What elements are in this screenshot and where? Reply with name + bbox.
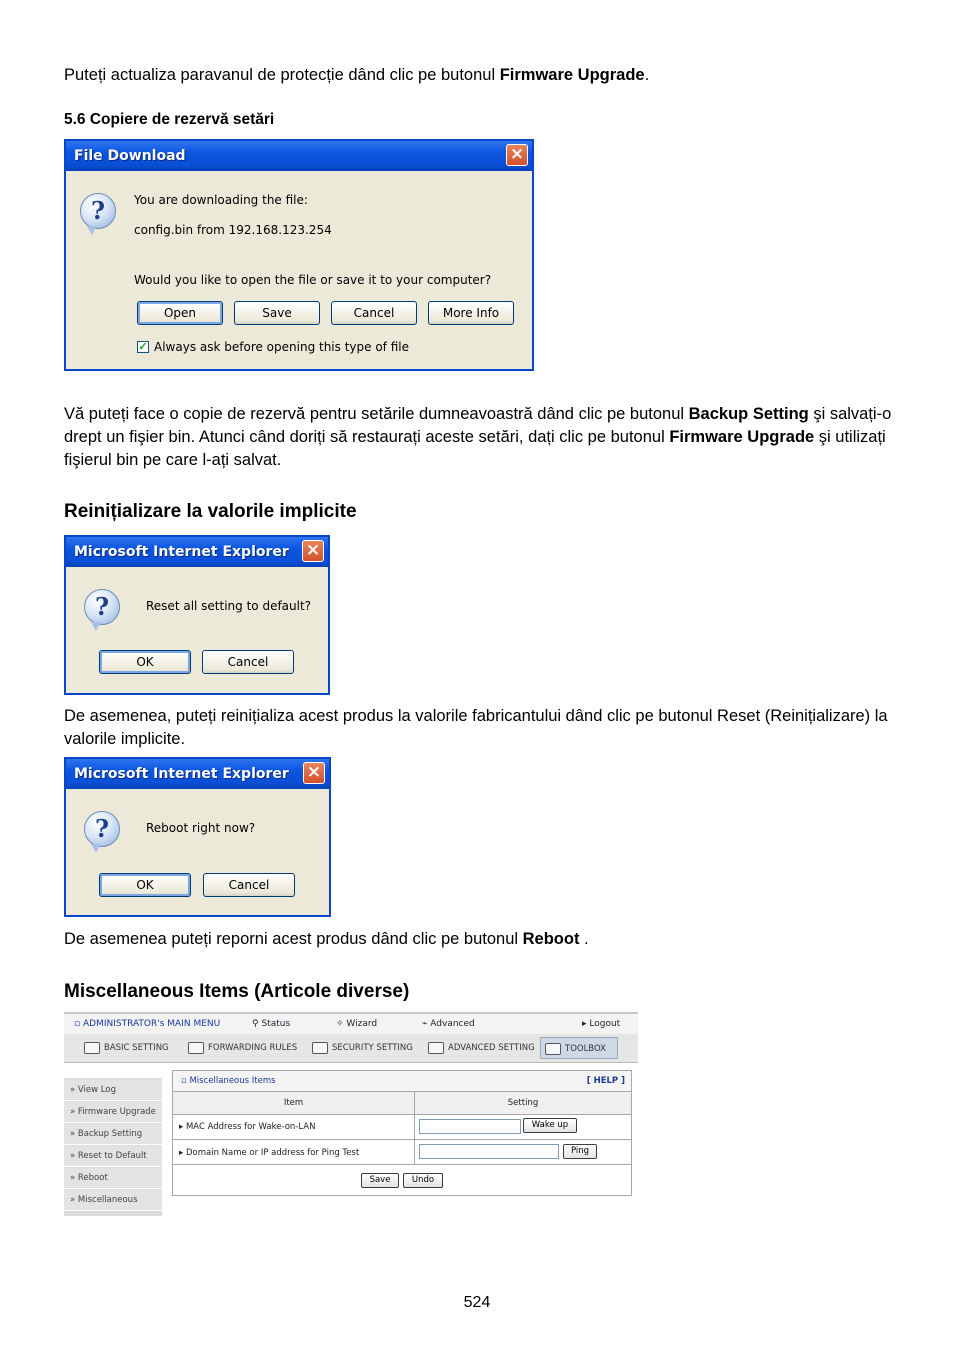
reboot-confirm-dialog xyxy=(64,757,331,917)
row-label: ▸ MAC Address for Wake-on-LAN xyxy=(179,1122,316,1132)
sidebar xyxy=(64,1078,162,1216)
dialog-question: Would you like to open the file or save it to your computer? xyxy=(134,273,492,287)
reset-confirm-dialog xyxy=(64,535,330,695)
main-menu-link[interactable]: ▫ ADMINISTRATOR's MAIN MENU xyxy=(74,1019,221,1029)
table-row xyxy=(173,1115,631,1140)
row-label: ▸ Domain Name or IP address for Ping Test xyxy=(179,1148,360,1158)
tab-forwarding-rules[interactable]: FORWARDING RULES xyxy=(184,1037,297,1059)
sidebar-item-reboot[interactable]: » Reboot xyxy=(64,1168,162,1189)
top-menu-bar xyxy=(64,1012,638,1034)
always-ask-label: Always ask before opening this type of file xyxy=(154,340,409,354)
panel-header xyxy=(173,1071,631,1092)
wake-up-button[interactable]: Wake up xyxy=(523,1118,577,1133)
reboot-paragraph: De asemenea puteți reporni acest produs dând clic pe butonul Reboot . xyxy=(64,930,589,948)
tab-toolbox[interactable]: TOOLBOX xyxy=(540,1037,618,1059)
dialog-message: Reset all setting to default? xyxy=(146,599,312,613)
table-row xyxy=(173,1140,631,1165)
tab-bar xyxy=(64,1034,638,1063)
ok-button[interactable]: OK xyxy=(99,650,191,674)
cancel-button[interactable]: Cancel xyxy=(202,650,294,674)
undo-button[interactable]: Undo xyxy=(403,1173,443,1188)
panel-title: ▫ Miscellaneous Items xyxy=(181,1076,276,1086)
sidebar-item-view-log[interactable]: » View Log xyxy=(64,1080,162,1101)
advanced-link[interactable]: ⌁ Advanced xyxy=(422,1019,475,1029)
cancel-button[interactable]: Cancel xyxy=(331,301,417,325)
security-icon xyxy=(312,1042,328,1054)
close-icon[interactable]: × xyxy=(506,144,528,166)
backup-paragraph: Vă puteți face o copie de rezervă pentru setările dumneavoastră dând clic pe butonul Backup Setting şi salvați-o drept un fişier bin. Atunci când doriți să restaurați aceste setări, dați clic pe butonul Firmware Upgrade şi utilizați fişierul bin pe care l-ați salvat. xyxy=(64,405,892,469)
wizard-link[interactable]: ✧ Wizard xyxy=(336,1019,378,1029)
tab-advanced-setting[interactable]: ADVANCED SETTING xyxy=(424,1037,535,1059)
logout-link[interactable]: ▸ Logout xyxy=(582,1019,621,1029)
dialog-line: You are downloading the file: xyxy=(134,193,308,207)
dialog-filename: config.bin from 192.168.123.254 xyxy=(134,223,332,237)
close-icon[interactable]: × xyxy=(302,540,324,562)
section-title-backup: 5.6 Copiere de rezervă setări xyxy=(64,111,275,128)
page-number: 524 xyxy=(463,1294,491,1311)
column-header-item: Item xyxy=(283,1098,304,1108)
question-icon: ? xyxy=(80,193,116,229)
save-button[interactable]: Save xyxy=(234,301,320,325)
dialog-title: File Download xyxy=(66,141,532,171)
misc-items-panel xyxy=(172,1070,632,1196)
dialog-title: Microsoft Internet Explorer xyxy=(66,537,328,567)
file-download-dialog xyxy=(64,139,534,371)
question-icon: ? xyxy=(84,589,120,625)
tab-basic-setting[interactable]: BASIC SETTING xyxy=(80,1037,169,1059)
table-header xyxy=(173,1092,631,1115)
mac-address-input[interactable] xyxy=(419,1119,521,1134)
sidebar-item-reset-to-default[interactable]: » Reset to Default xyxy=(64,1146,162,1167)
sidebar-item-backup-setting[interactable]: » Backup Setting xyxy=(64,1124,162,1145)
question-icon: ? xyxy=(84,811,120,847)
more-info-button[interactable]: More Info xyxy=(428,301,514,325)
help-link[interactable]: [ HELP ] xyxy=(586,1076,625,1086)
cancel-button[interactable]: Cancel xyxy=(203,873,295,897)
reset-paragraph: De asemenea, puteți reinițializa acest produs la valorile fabricantului dând clic pe butonul Reset (Reinițializare) la valorile implicite. xyxy=(64,707,888,748)
save-button[interactable]: Save xyxy=(361,1173,399,1188)
forwarding-icon xyxy=(188,1042,204,1054)
dialog-title: Microsoft Internet Explorer xyxy=(66,759,329,789)
toolbox-icon xyxy=(545,1043,561,1055)
dialog-message: Reboot right now? xyxy=(146,821,256,835)
basic-setting-icon xyxy=(84,1042,100,1054)
sidebar-item-firmware-upgrade[interactable]: » Firmware Upgrade xyxy=(64,1102,162,1123)
reset-heading: Reinițializare la valorile implicite xyxy=(64,501,357,522)
column-header-setting: Setting xyxy=(507,1098,539,1108)
status-link[interactable]: ⚲ Status xyxy=(252,1019,291,1029)
tab-security-setting[interactable]: SECURITY SETTING xyxy=(308,1037,413,1059)
ping-host-input[interactable] xyxy=(419,1144,559,1159)
ok-button[interactable]: OK xyxy=(99,873,191,897)
close-icon[interactable]: × xyxy=(303,762,325,784)
misc-heading: Miscellaneous Items (Articole diverse) xyxy=(64,981,410,1002)
ping-button[interactable]: Ping xyxy=(563,1144,597,1159)
intro-paragraph: Puteți actualiza paravanul de protecție dând clic pe butonul Firmware Upgrade. xyxy=(64,66,650,84)
always-ask-checkbox[interactable]: ✓ xyxy=(138,341,148,353)
advanced-icon xyxy=(428,1042,444,1054)
sidebar-item-miscellaneous[interactable]: » Miscellaneous xyxy=(64,1190,162,1211)
open-button[interactable]: Open xyxy=(137,301,223,325)
router-admin-screenshot xyxy=(64,1012,638,1216)
